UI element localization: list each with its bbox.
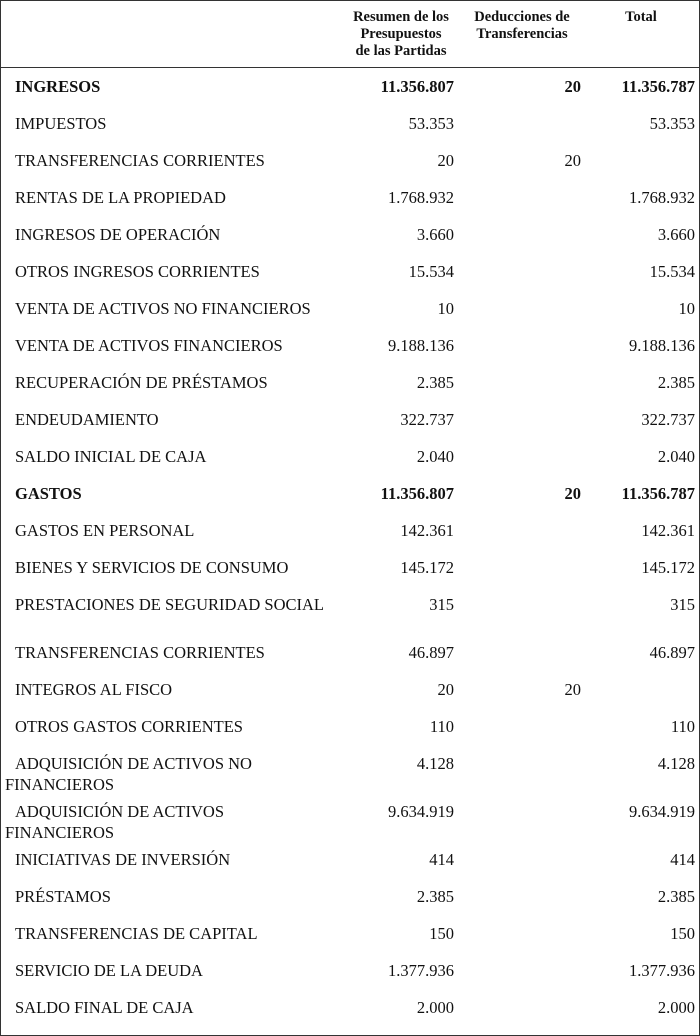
total-value: 2.385 <box>657 887 695 906</box>
resumen-value: 110 <box>429 717 454 736</box>
row-label: GASTOS <box>15 484 82 503</box>
resumen-value: 1.768.932 <box>388 188 454 207</box>
table-row <box>1 793 699 841</box>
table-row <box>1 68 699 105</box>
table-row <box>1 216 699 253</box>
total-value: 2.000 <box>657 998 695 1017</box>
total-value: 3.660 <box>657 225 695 244</box>
total-value: 46.897 <box>649 643 695 662</box>
resumen-value: 11.356.807 <box>380 484 454 503</box>
row-label: BIENES Y SERVICIOS DE CONSUMO <box>15 558 289 577</box>
table-row <box>1 745 699 793</box>
row-label: INTEGROS AL FISCO <box>15 680 173 699</box>
table-row <box>1 475 699 512</box>
resumen-value: 10 <box>437 299 454 318</box>
resumen-value: 414 <box>429 850 454 869</box>
resumen-value: 2.000 <box>416 998 454 1017</box>
deducciones-value: 20 <box>564 680 581 699</box>
row-label: ADQUISICIÓN DE ACTIVOS FINANCIEROS <box>5 802 224 842</box>
row-label: RECUPERACIÓN DE PRÉSTAMOS <box>15 373 268 392</box>
table-row <box>1 586 699 634</box>
row-label: INICIATIVAS DE INVERSIÓN <box>15 850 231 869</box>
deducciones-value: 20 <box>564 77 581 96</box>
total-value: 414 <box>670 850 695 869</box>
total-value: 11.356.787 <box>621 77 695 96</box>
table-row <box>1 841 699 878</box>
total-value: 15.534 <box>649 262 695 281</box>
resumen-value: 315 <box>429 595 454 614</box>
resumen-value: 11.356.807 <box>380 77 454 96</box>
total-value: 2.040 <box>657 447 695 466</box>
table-row <box>1 364 699 401</box>
table-body <box>1 68 699 1026</box>
resumen-value: 20 <box>437 151 454 170</box>
resumen-value: 145.172 <box>400 558 454 577</box>
total-value: 9.188.136 <box>629 336 695 355</box>
table-row <box>1 989 699 1026</box>
row-label: RENTAS DE LA PROPIEDAD <box>15 188 226 207</box>
table-row <box>1 952 699 989</box>
total-value: 110 <box>670 717 695 736</box>
resumen-value: 9.188.136 <box>388 336 454 355</box>
resumen-value: 2.385 <box>416 373 454 392</box>
resumen-value: 46.897 <box>408 643 454 662</box>
table-row <box>1 105 699 142</box>
table-row <box>1 634 699 671</box>
table-row <box>1 671 699 708</box>
total-value: 145.172 <box>641 558 695 577</box>
row-label: PRESTACIONES DE SEGURIDAD SOCIAL <box>15 595 324 614</box>
resumen-value: 1.377.936 <box>388 961 454 980</box>
table-row <box>1 401 699 438</box>
row-label: PRÉSTAMOS <box>15 887 111 906</box>
table-row <box>1 290 699 327</box>
resumen-value: 9.634.919 <box>388 802 454 821</box>
row-label: INGRESOS <box>15 77 101 96</box>
row-label: SALDO FINAL DE CAJA <box>15 998 194 1017</box>
total-value: 2.385 <box>657 373 695 392</box>
resumen-value: 20 <box>437 680 454 699</box>
resumen-value: 15.534 <box>408 262 454 281</box>
row-label: TRANSFERENCIAS CORRIENTES <box>15 643 265 662</box>
row-label: OTROS INGRESOS CORRIENTES <box>15 262 260 281</box>
total-value: 322.737 <box>641 410 695 429</box>
header-deducciones: Deducciones de Transferencias <box>474 9 570 42</box>
resumen-value: 322.737 <box>400 410 454 429</box>
resumen-value: 2.040 <box>416 447 454 466</box>
table-row <box>1 142 699 179</box>
row-label: TRANSFERENCIAS DE CAPITAL <box>15 924 258 943</box>
table-row <box>1 549 699 586</box>
table-row <box>1 512 699 549</box>
table-row <box>1 708 699 745</box>
resumen-value: 150 <box>429 924 454 943</box>
row-label: INGRESOS DE OPERACIÓN <box>15 225 221 244</box>
table-row <box>1 438 699 475</box>
total-value: 9.634.919 <box>629 802 695 821</box>
total-value: 11.356.787 <box>621 484 695 503</box>
table-header <box>1 1 699 68</box>
table-row <box>1 327 699 364</box>
total-value: 1.768.932 <box>629 188 695 207</box>
total-value: 315 <box>670 595 695 614</box>
header-resumen: Resumen de los Presupuestos de las Partidas <box>353 9 449 59</box>
deducciones-value: 20 <box>564 484 581 503</box>
total-value: 10 <box>678 299 695 318</box>
resumen-value: 4.128 <box>416 754 454 773</box>
row-label: VENTA DE ACTIVOS NO FINANCIEROS <box>15 299 311 318</box>
total-value: 1.377.936 <box>629 961 695 980</box>
resumen-value: 2.385 <box>416 887 454 906</box>
row-label: OTROS GASTOS CORRIENTES <box>15 717 243 736</box>
row-label: ADQUISICIÓN DE ACTIVOS NO FINANCIEROS <box>5 754 252 794</box>
row-label: TRANSFERENCIAS CORRIENTES <box>15 151 265 170</box>
total-value: 53.353 <box>649 114 695 133</box>
total-value: 150 <box>670 924 695 943</box>
table-row <box>1 253 699 290</box>
row-label: IMPUESTOS <box>15 114 107 133</box>
deducciones-value: 20 <box>564 151 581 170</box>
resumen-value: 53.353 <box>408 114 454 133</box>
resumen-value: 3.660 <box>416 225 454 244</box>
table-row <box>1 179 699 216</box>
row-label: SERVICIO DE LA DEUDA <box>15 961 203 980</box>
table-row <box>1 878 699 915</box>
resumen-value: 142.361 <box>400 521 454 540</box>
total-value: 142.361 <box>641 521 695 540</box>
table-row <box>1 915 699 952</box>
total-value: 4.128 <box>657 754 695 773</box>
row-label: ENDEUDAMIENTO <box>15 410 159 429</box>
row-label: VENTA DE ACTIVOS FINANCIEROS <box>15 336 283 355</box>
row-label: GASTOS EN PERSONAL <box>15 521 195 540</box>
header-total: Total <box>625 9 657 25</box>
row-label: SALDO INICIAL DE CAJA <box>15 447 207 466</box>
